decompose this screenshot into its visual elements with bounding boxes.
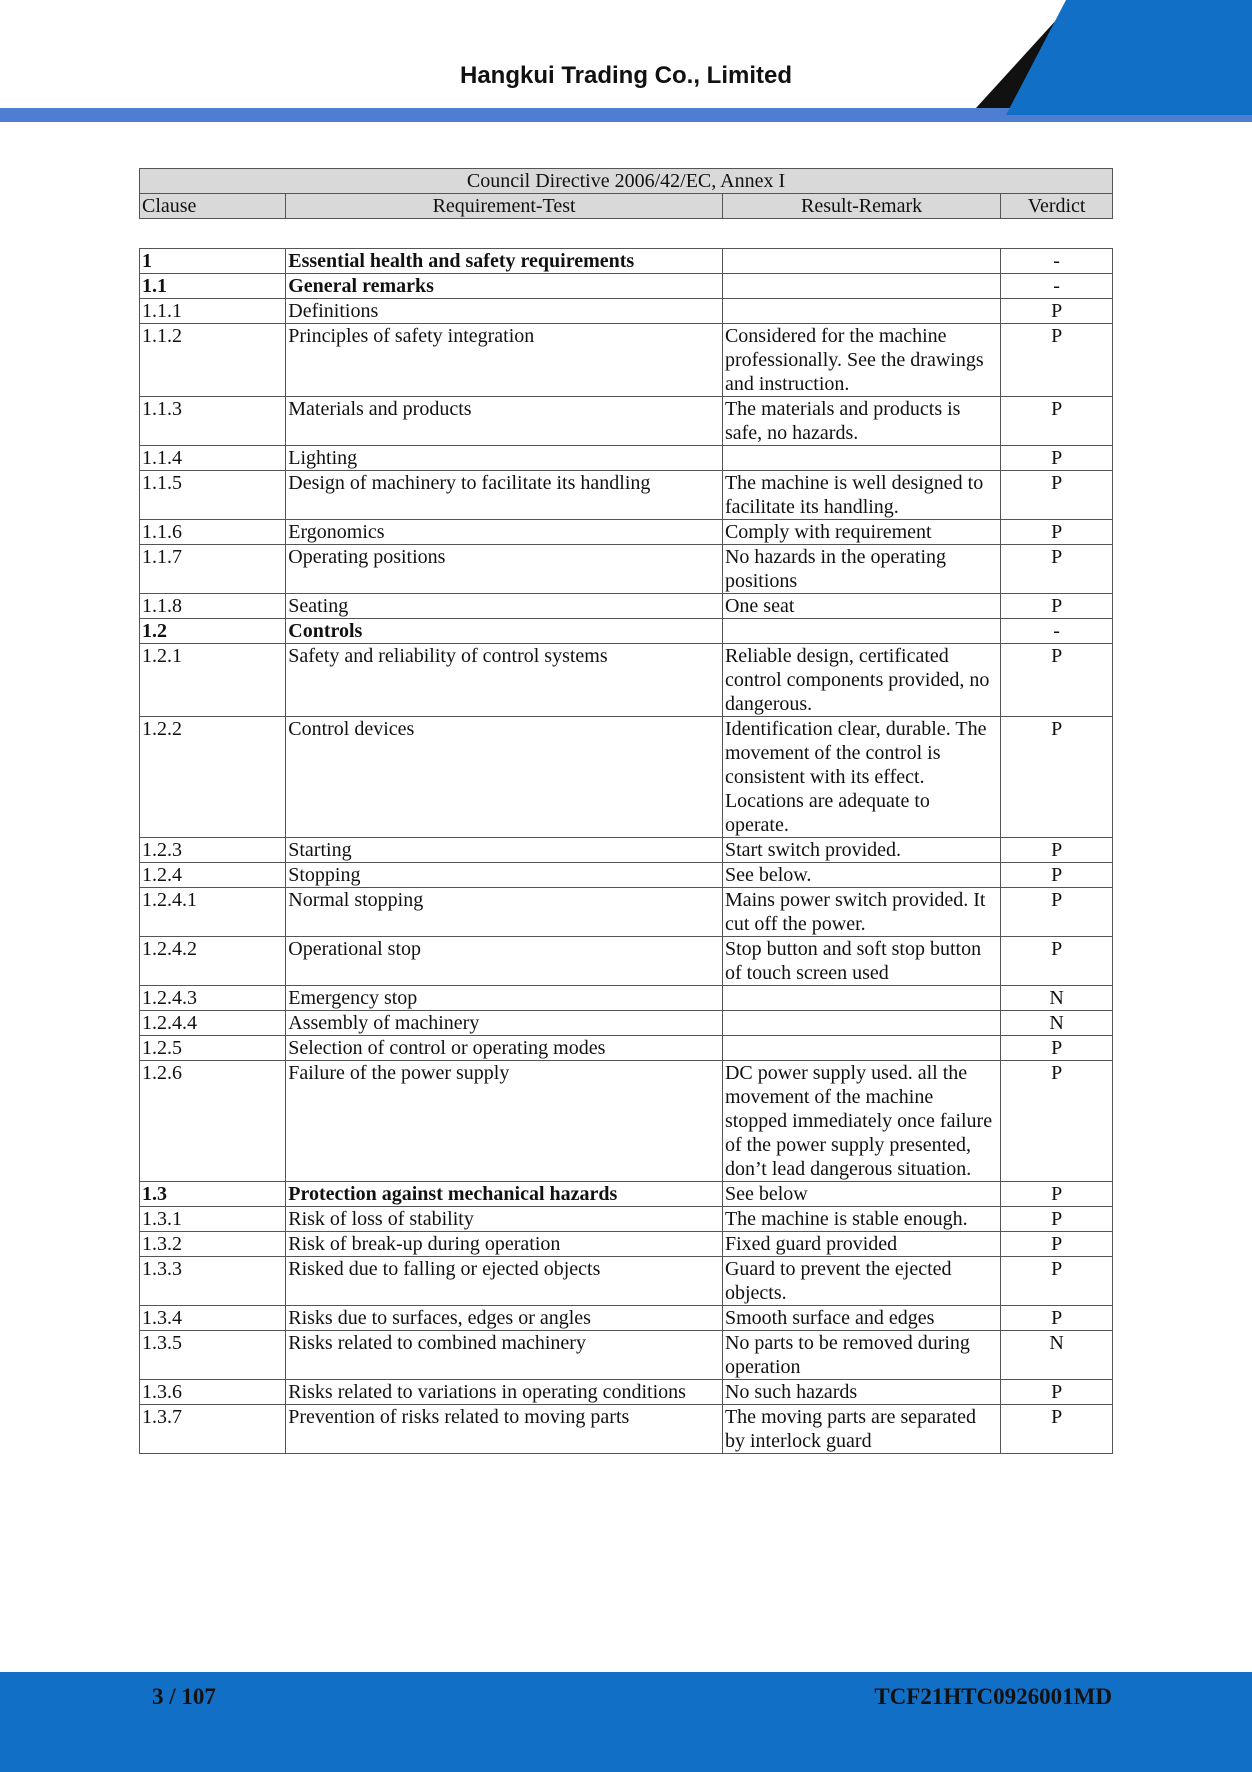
requirement-cell: Stopping [286, 863, 723, 888]
result-cell: Reliable design, certificated control components provided, no dangerous. [722, 644, 1000, 717]
result-cell: Considered for the machine professionally. See the drawings and instruction. [722, 324, 1000, 397]
table-row [140, 1232, 1113, 1257]
result-cell: Fixed guard provided [722, 1232, 1000, 1257]
clause-cell: 1.1 [140, 274, 286, 299]
column-header-requirement: Requirement-Test [286, 194, 723, 219]
clause-cell: 1.2.4.2 [140, 937, 286, 986]
result-cell: No such hazards [722, 1380, 1000, 1405]
clause-cell: 1.3.2 [140, 1232, 286, 1257]
verdict-cell: P [1001, 324, 1113, 397]
verdict-cell: P [1001, 1182, 1113, 1207]
clause-cell: 1.3.5 [140, 1331, 286, 1380]
requirement-cell: Materials and products [286, 397, 723, 446]
table-row [140, 520, 1113, 545]
table-row [140, 1405, 1113, 1454]
clause-cell: 1.3.3 [140, 1257, 286, 1306]
requirement-cell: Selection of control or operating modes [286, 1036, 723, 1061]
clause-cell: 1.2.4.3 [140, 986, 286, 1011]
directive-title: Council Directive 2006/42/EC, Annex I [140, 169, 1113, 194]
requirement-cell: Safety and reliability of control systems [286, 644, 723, 717]
verdict-cell: P [1001, 644, 1113, 717]
requirement-cell: Operational stop [286, 937, 723, 986]
company-name: Hangkui Trading Co., Limited [459, 62, 792, 89]
verdict-cell: N [1001, 986, 1113, 1011]
requirement-cell: Normal stopping [286, 888, 723, 937]
result-cell: Smooth surface and edges [722, 1306, 1000, 1331]
clause-cell: 1.1.4 [140, 446, 286, 471]
column-header-verdict: Verdict [1001, 194, 1113, 219]
table-row [140, 471, 1113, 520]
clause-cell: 1.1.2 [140, 324, 286, 397]
requirement-cell: Risked due to falling or ejected objects [286, 1257, 723, 1306]
corner-blue-block [1006, 0, 1252, 115]
requirement-cell: Risk of break-up during operation [286, 1232, 723, 1257]
verdict-cell: P [1001, 520, 1113, 545]
verdict-cell: - [1001, 249, 1113, 274]
clause-cell: 1.1.7 [140, 545, 286, 594]
result-cell [722, 446, 1000, 471]
table-row [140, 863, 1113, 888]
table-row [140, 324, 1113, 397]
verdict-cell: N [1001, 1331, 1113, 1380]
result-cell [722, 299, 1000, 324]
verdict-cell: - [1001, 619, 1113, 644]
verdict-cell: P [1001, 1061, 1113, 1182]
clause-cell: 1.2.3 [140, 838, 286, 863]
clause-cell: 1.3 [140, 1182, 286, 1207]
clause-cell: 1.2.4 [140, 863, 286, 888]
verdict-cell: P [1001, 1232, 1113, 1257]
result-cell: See below. [722, 863, 1000, 888]
result-cell: The machine is well designed to facilitate its handling. [722, 471, 1000, 520]
verdict-cell: P [1001, 446, 1113, 471]
table-row [140, 888, 1113, 937]
table-row [140, 1257, 1113, 1306]
corner-decoration [0, 0, 1252, 125]
table-row [140, 1011, 1113, 1036]
requirement-cell: Risks due to surfaces, edges or angles [286, 1306, 723, 1331]
verdict-cell: P [1001, 1405, 1113, 1454]
result-cell: The materials and products is safe, no hazards. [722, 397, 1000, 446]
result-cell: Mains power switch provided. It cut off the power. [722, 888, 1000, 937]
column-header-clause: Clause [140, 194, 286, 219]
column-header-result: Result-Remark [722, 194, 1000, 219]
requirement-cell: Emergency stop [286, 986, 723, 1011]
clause-cell: 1.2 [140, 619, 286, 644]
verdict-cell: P [1001, 545, 1113, 594]
clause-cell: 1.1.1 [140, 299, 286, 324]
clause-cell: 1.1.5 [140, 471, 286, 520]
result-cell: Guard to prevent the ejected objects. [722, 1257, 1000, 1306]
result-cell [722, 1036, 1000, 1061]
verdict-cell: P [1001, 471, 1113, 520]
requirement-cell: Assembly of machinery [286, 1011, 723, 1036]
requirement-cell: Starting [286, 838, 723, 863]
verdict-cell: P [1001, 863, 1113, 888]
verdict-cell: P [1001, 888, 1113, 937]
result-cell: Start switch provided. [722, 838, 1000, 863]
clause-cell: 1.2.2 [140, 717, 286, 838]
requirement-cell: Risks related to combined machinery [286, 1331, 723, 1380]
verdict-cell: P [1001, 717, 1113, 838]
clause-cell: 1.1.3 [140, 397, 286, 446]
result-cell: DC power supply used. all the movement of the machine stopped immediately once failure of the power supply presented, don’t lead dangerous situation. [722, 1061, 1000, 1182]
document-number: TCF21HTC0926001MD [874, 1684, 1112, 1709]
verdict-cell: N [1001, 1011, 1113, 1036]
verdict-cell: P [1001, 594, 1113, 619]
requirement-cell: Design of machinery to facilitate its handling [286, 471, 723, 520]
table-row [140, 644, 1113, 717]
clause-cell: 1.1.8 [140, 594, 286, 619]
result-cell [722, 619, 1000, 644]
verdict-cell: P [1001, 1306, 1113, 1331]
table-row [140, 1331, 1113, 1380]
requirement-cell: Operating positions [286, 545, 723, 594]
page-number: 3 / 107 [152, 1684, 216, 1709]
requirement-cell: Ergonomics [286, 520, 723, 545]
verdict-cell: P [1001, 397, 1113, 446]
verdict-cell: - [1001, 274, 1113, 299]
requirement-cell: Definitions [286, 299, 723, 324]
result-cell: The machine is stable enough. [722, 1207, 1000, 1232]
table-row [140, 986, 1113, 1011]
table-row [140, 937, 1113, 986]
result-cell: Identification clear, durable. The movement of the control is consistent with its effect. Locations are adequate to operate. [722, 717, 1000, 838]
requirement-cell: Protection against mechanical hazards [286, 1182, 723, 1207]
result-cell: The moving parts are separated by interlock guard [722, 1405, 1000, 1454]
result-cell: See below [722, 1182, 1000, 1207]
clause-cell: 1.3.4 [140, 1306, 286, 1331]
result-cell [722, 249, 1000, 274]
result-cell [722, 986, 1000, 1011]
result-cell: One seat [722, 594, 1000, 619]
requirement-cell: Essential health and safety requirements [286, 249, 723, 274]
verdict-cell: P [1001, 1257, 1113, 1306]
table-row [140, 545, 1113, 594]
directive-header-table [139, 168, 1113, 219]
table-row [140, 1380, 1113, 1405]
table-row [140, 1207, 1113, 1232]
clause-cell: 1.2.4.4 [140, 1011, 286, 1036]
clause-cell: 1.2.4.1 [140, 888, 286, 937]
clause-cell: 1.3.7 [140, 1405, 286, 1454]
clause-cell: 1.2.5 [140, 1036, 286, 1061]
clause-cell: 1.3.1 [140, 1207, 286, 1232]
requirement-cell: General remarks [286, 274, 723, 299]
table-row [140, 397, 1113, 446]
clause-cell: 1.2.6 [140, 1061, 286, 1182]
footer-bar [0, 1672, 1252, 1772]
requirement-cell: Risk of loss of stability [286, 1207, 723, 1232]
clause-cell: 1.3.6 [140, 1380, 286, 1405]
table-row [140, 249, 1113, 274]
verdict-cell: P [1001, 1380, 1113, 1405]
verdict-cell: P [1001, 1036, 1113, 1061]
requirement-cell: Risks related to variations in operating conditions [286, 1380, 723, 1405]
requirement-cell: Control devices [286, 717, 723, 838]
requirement-cell: Seating [286, 594, 723, 619]
table-row [140, 838, 1113, 863]
table-row [140, 1061, 1113, 1182]
clause-cell: 1 [140, 249, 286, 274]
requirement-cell: Controls [286, 619, 723, 644]
table-row [140, 299, 1113, 324]
verdict-cell: P [1001, 937, 1113, 986]
requirements-table [139, 248, 1113, 1454]
table-row [140, 594, 1113, 619]
table-row [140, 274, 1113, 299]
clause-cell: 1.2.1 [140, 644, 286, 717]
result-cell: No hazards in the operating positions [722, 545, 1000, 594]
clause-cell: 1.1.6 [140, 520, 286, 545]
table-row [140, 1306, 1113, 1331]
table-row [140, 717, 1113, 838]
result-cell: No parts to be removed during operation [722, 1331, 1000, 1380]
result-cell [722, 1011, 1000, 1036]
verdict-cell: P [1001, 299, 1113, 324]
table-row [140, 1182, 1113, 1207]
table-row [140, 619, 1113, 644]
result-cell: Stop button and soft stop button of touch screen used [722, 937, 1000, 986]
requirement-cell: Lighting [286, 446, 723, 471]
requirement-cell: Failure of the power supply [286, 1061, 723, 1182]
result-cell [722, 274, 1000, 299]
verdict-cell: P [1001, 1207, 1113, 1232]
table-row [140, 446, 1113, 471]
requirement-cell: Principles of safety integration [286, 324, 723, 397]
verdict-cell: P [1001, 838, 1113, 863]
requirement-cell: Prevention of risks related to moving parts [286, 1405, 723, 1454]
result-cell: Comply with requirement [722, 520, 1000, 545]
table-row [140, 1036, 1113, 1061]
